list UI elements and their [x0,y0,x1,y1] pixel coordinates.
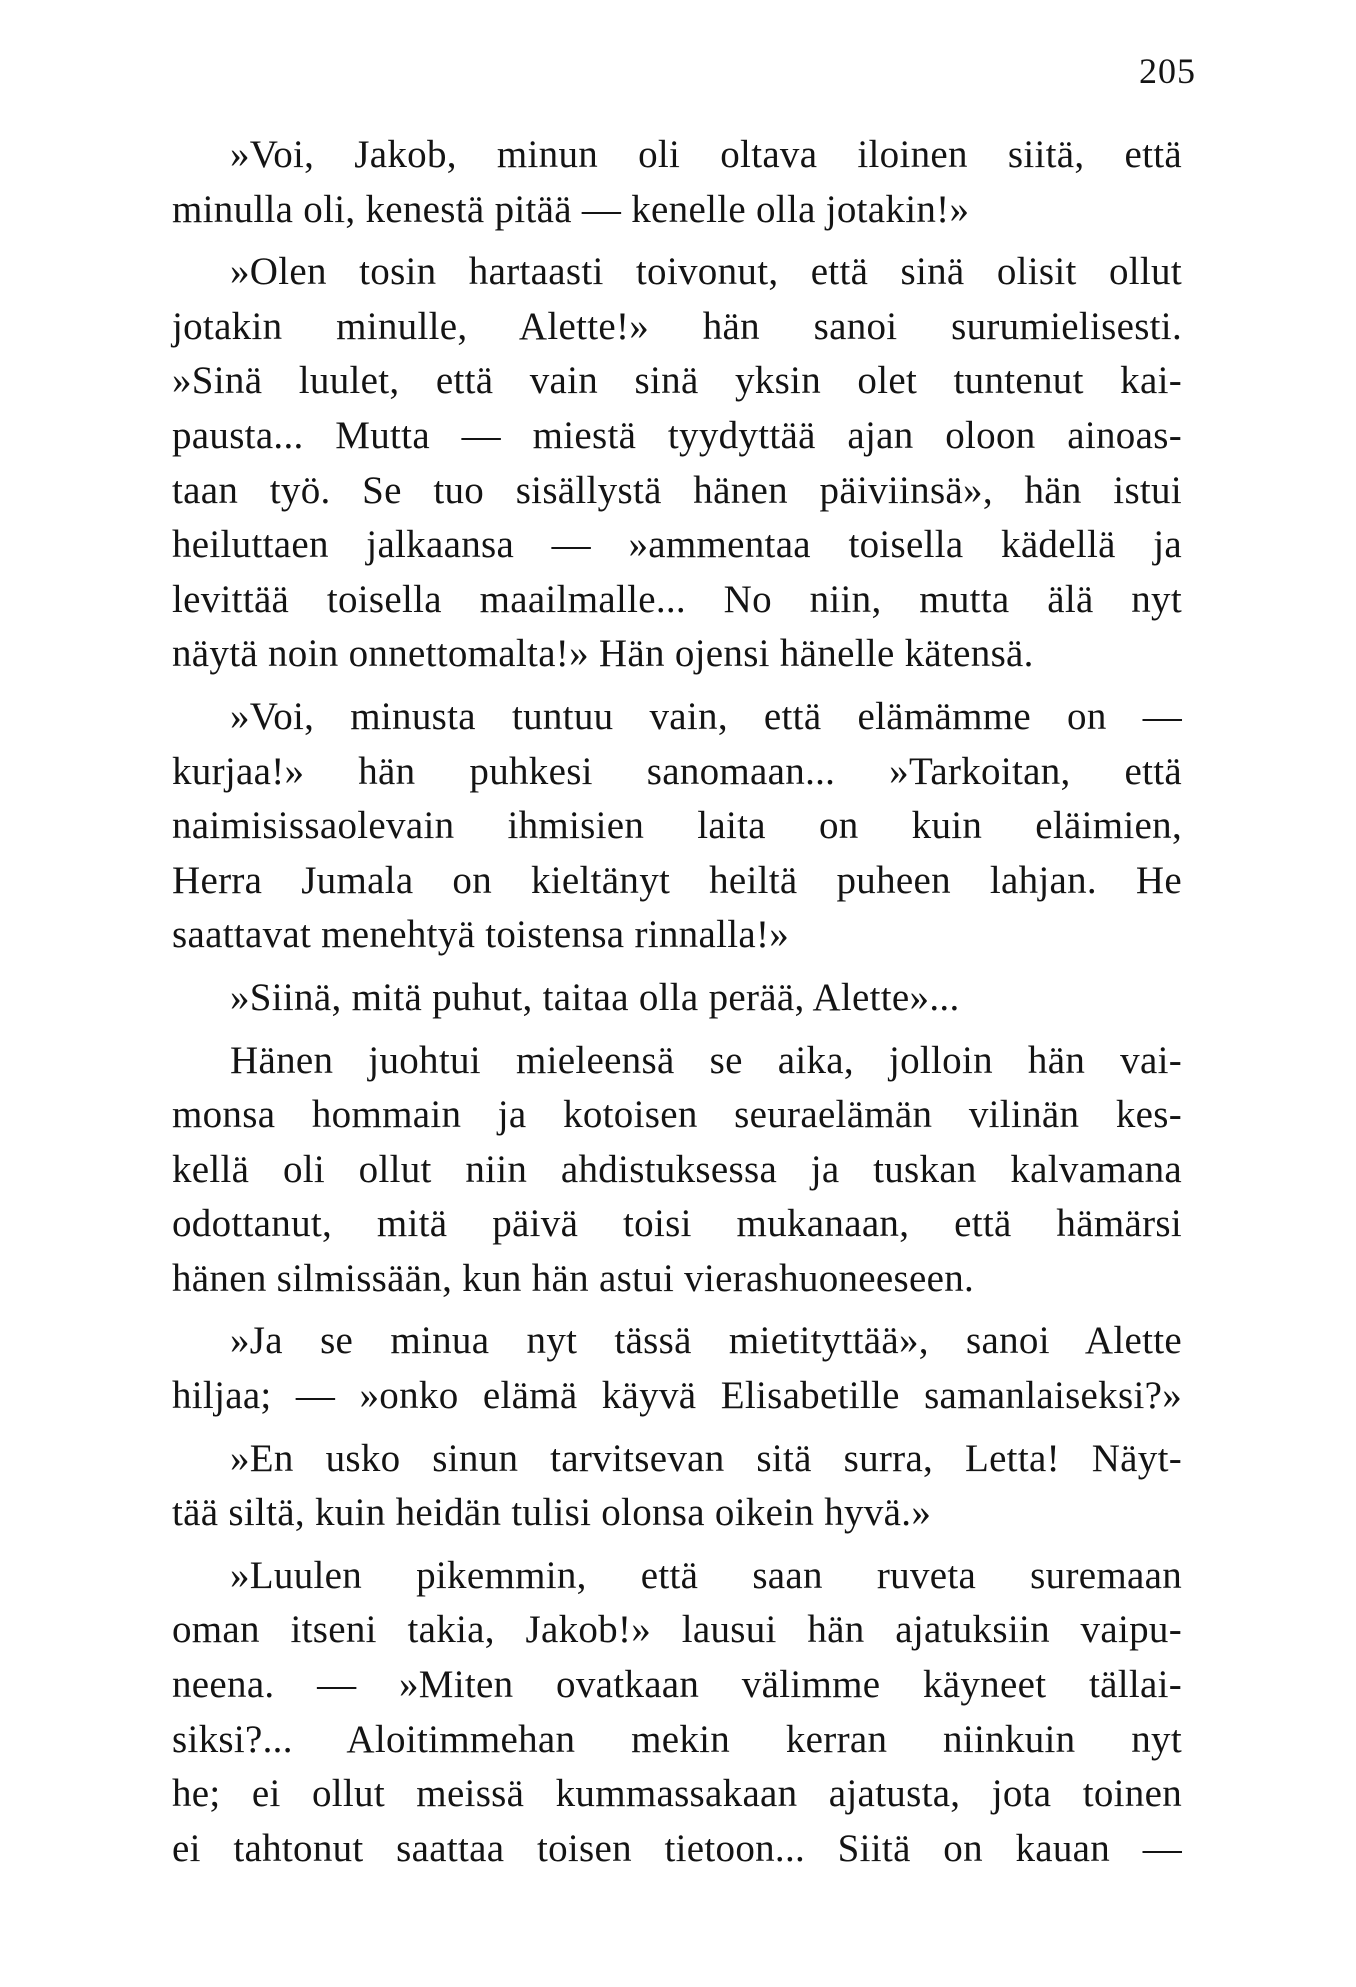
text-line: siksi?... Aloitimmehan mekin kerran niinkuin nyt [172,1717,1182,1761]
text-line: ei tahtonut saattaa toisen tietoon... Siitä on kauan — [172,1826,1182,1870]
body-text [172,128,1182,1876]
text-line: neena. — »Miten ovatkaan välimme käyneet tällai- [172,1663,1182,1707]
text-line: »En usko sinun tarvitsevan sitä surra, Letta! Näyt- [230,1436,1182,1480]
text-line: hiljaa; — »onko elämä käyvä Elisabetille samanlaiseksi?» [172,1374,1182,1418]
text-line: tää siltä, kuin heidän tulisi olonsa oikein hyvä.» [172,1491,932,1535]
text-line: »Siinä, mitä puhut, taitaa olla perää, Alette»... [230,975,960,1019]
text-line: kellä oli ollut niin ahdistuksessa ja tuskan kalvamana [172,1147,1182,1191]
text-line: saattavat menehtyä toistensa rinnalla!» [172,913,790,957]
text-line: »Voi, minusta tuntuu vain, että elämämme on — [230,694,1182,738]
text-line: hänen silmissään, kun hän astui vierashuoneeseen. [172,1256,975,1300]
text-line: he; ei ollut meissä kummassakaan ajatusta, jota toinen [172,1772,1182,1816]
text-line: levittää toisella maailmalle... No niin, mutta älä nyt [172,577,1182,621]
text-line: Herra Jumala on kieltänyt heiltä puheen lahjan. He [172,858,1182,902]
text-line: kurjaa!» hän puhkesi sanomaan... »Tarkoitan, että [172,749,1182,793]
text-line: »Sinä luulet, että vain sinä yksin olet tuntenut kai- [172,359,1182,403]
text-line: pausta... Mutta — miestä tyydyttää ajan oloon ainoas- [172,413,1182,457]
text-line: »Luulen pikemmin, että saan ruveta suremaan [230,1553,1182,1597]
text-line: odottanut, mitä päivä toisi mukanaan, että hämärsi [172,1202,1182,1246]
text-line: naimisissaolevain ihmisien laita on kuin eläimien, [172,804,1182,848]
text-line: heiluttaen jalkaansa — »ammentaa toisella kädellä ja [172,523,1182,567]
text-line: minulla oli, kenestä pitää — kenelle olla jotakin!» [172,187,970,231]
text-line: monsa hommain ja kotoisen seuraelämän vilinän kes- [172,1093,1182,1137]
text-line: näytä noin onnettomalta!» Hän ojensi hänelle kätensä. [172,632,1034,676]
text-line: Hänen juohtui mieleensä se aika, jolloin hän vai- [230,1038,1182,1082]
text-line: oman itseni takia, Jakob!» lausui hän ajatuksiin vaipu- [172,1608,1182,1652]
page-number: 205 [1139,51,1196,91]
text-line: »Voi, Jakob, minun oli oltava iloinen siitä, että [230,133,1182,176]
text-line: jotakin minulle, Alette!» hän sanoi surumielisesti. [172,304,1182,348]
text-line: taan työ. Se tuo sisällystä hänen päiviinsä», hän istui [172,468,1182,512]
text-line: »Ja se minua nyt tässä mietityttää», sanoi Alette [230,1319,1182,1363]
text-line: »Olen tosin hartaasti toivonut, että sinä olisit ollut [230,250,1182,294]
